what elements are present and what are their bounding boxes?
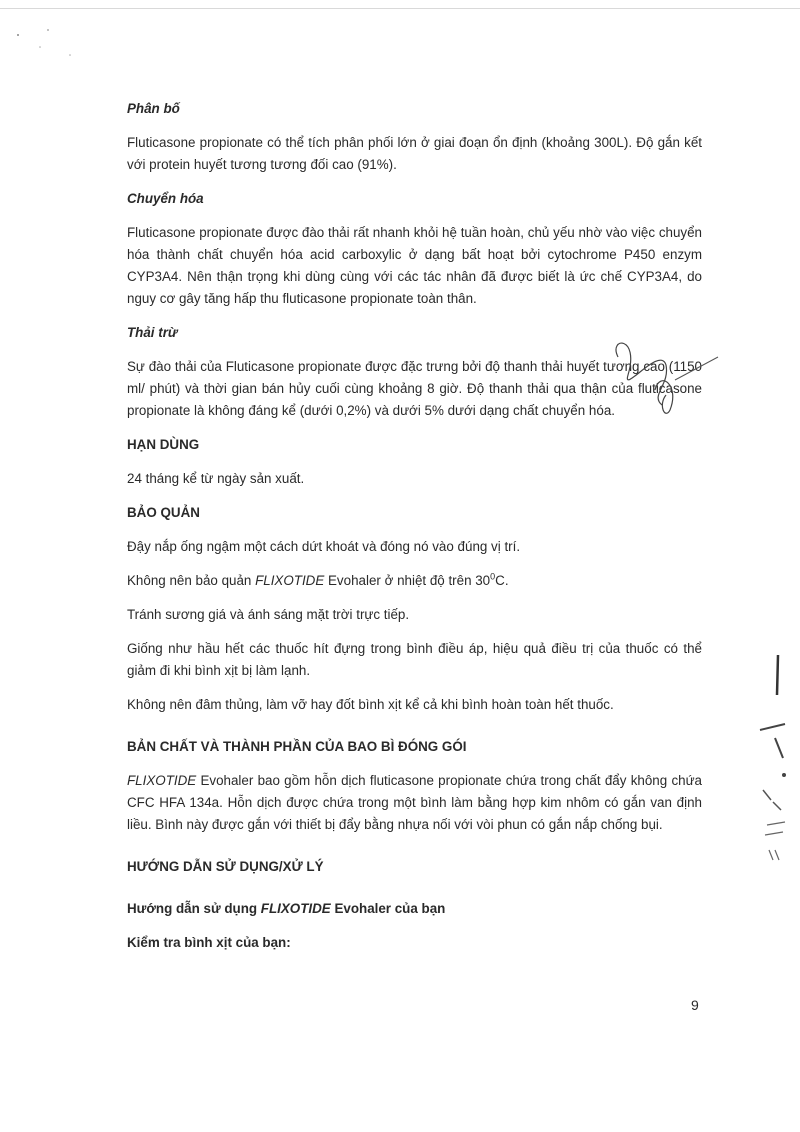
margin-scan-marks bbox=[755, 650, 795, 870]
degree-superscript: 0 bbox=[490, 571, 496, 582]
heading-han-dung: HẠN DÙNG bbox=[127, 437, 200, 452]
heading-chuyen-hoa: Chuyển hóa bbox=[127, 191, 204, 206]
paragraph-thai-tru: Sự đào thải của Fluticasone propionate được đặc trưng bởi độ thanh thải huyết tương cao (1150 ml/ phút) và thời gian bán hủy cuối cùng khoảng 8 giờ. Độ thanh thải qua thận của fluticasone propionate là không đáng kể (dưới 0,2%) và dưới 5% dưới dạng chất chuyển hóa. bbox=[127, 359, 702, 418]
paragraph-bao-quan-2 bbox=[127, 570, 702, 592]
paragraph-han-dung: 24 tháng kể từ ngày sản xuất. bbox=[127, 471, 305, 486]
heading-bao-quan: BẢO QUẢN bbox=[127, 505, 200, 520]
paragraph-bao-quan-4: Giống như hầu hết các thuốc hít đựng trong bình điều áp, hiệu quả điều trị của thuốc có thể giảm đi khi bình xịt bị làm lạnh. bbox=[127, 641, 702, 678]
brand-name: FLIXOTIDE bbox=[255, 573, 325, 588]
paragraph-bao-quan-3: Tránh sương giá và ánh sáng mặt trời trực tiếp. bbox=[127, 607, 410, 622]
heading-thai-tru: Thải trừ bbox=[127, 325, 178, 340]
top-scan-edge bbox=[0, 8, 800, 9]
paragraph-phan-bo: Fluticasone propionate có thể tích phân phối lớn ở giai đoạn ổn định (khoảng 300L). Độ gắn kết với protein huyết tương tương đối cao (91%). bbox=[127, 135, 702, 172]
scan-specks bbox=[10, 25, 90, 65]
heading-phan-bo: Phân bố bbox=[127, 101, 180, 116]
brand-name: FLIXOTIDE bbox=[260, 901, 331, 916]
subheading-kiem-tra: Kiểm tra bình xịt của bạn: bbox=[127, 935, 291, 950]
page-number: 9 bbox=[691, 997, 699, 1013]
brand-name: FLIXOTIDE bbox=[127, 773, 197, 788]
heading-huong-dan: HƯỚNG DẪN SỬ DỤNG/XỬ LÝ bbox=[127, 859, 324, 874]
text-segment: Hướng dẫn sử dụng bbox=[127, 901, 261, 916]
paragraph-bao-quan-5: Không nên đâm thủng, làm vỡ hay đốt bình xịt kể cả khi bình hoàn toàn hết thuốc. bbox=[127, 697, 614, 712]
paragraph-chuyen-hoa: Fluticasone propionate được đào thải rất nhanh khỏi hệ tuần hoàn, chủ yếu nhờ vào việc chuyển hóa thành chất chuyển hóa acid carboxylic ở dạng bất hoạt bởi cytochrome P450 enzym CYP3A4. Nên thận trọng khi dùng cùng với các tác nhân đã được biết là ức chế CYP3A4, do nguy cơ gây tăng hấp thu fluticasone propionate toàn thân. bbox=[127, 225, 702, 306]
paragraph-ban-chat bbox=[127, 770, 702, 836]
handwritten-scribble bbox=[600, 335, 720, 425]
subheading-huong-dan-su-dung bbox=[127, 898, 702, 920]
text-segment: C. bbox=[495, 573, 509, 588]
text-segment: Evohaler ở nhiệt độ trên 30 bbox=[324, 573, 491, 588]
paragraph-bao-quan-1: Đậy nắp ống ngậm một cách dứt khoát và đóng nó vào đúng vị trí. bbox=[127, 539, 521, 554]
text-segment: Không nên bảo quản bbox=[127, 573, 256, 588]
heading-ban-chat: BẢN CHẤT VÀ THÀNH PHẦN CỦA BAO BÌ ĐÓNG GÓI bbox=[127, 739, 467, 754]
text-segment: Evohaler của bạn bbox=[330, 901, 446, 916]
document-body bbox=[127, 98, 702, 966]
text-segment: Evohaler bao gồm hỗn dịch fluticasone propionate chứa trong chất đẩy không chứa CFC HFA 134a. Hỗn dịch được chứa trong một bình làm bằng hợp kim nhôm có gắn van định liều. Bình này được gắn với thiết bị đẩy bằng nhựa nối với vòi phun có gắn nắp chống bụi. bbox=[127, 773, 702, 832]
